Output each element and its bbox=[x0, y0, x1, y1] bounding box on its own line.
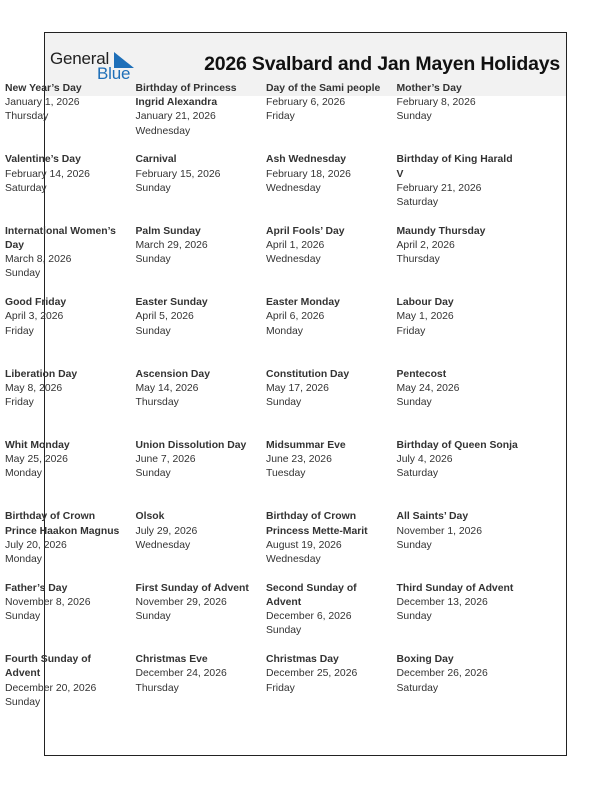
holiday-entry bbox=[266, 582, 397, 653]
holiday-name: Birthday of Crown Prince Haakon Magnus bbox=[5, 511, 120, 537]
holiday-date: July 20, 2026 bbox=[5, 539, 67, 551]
holiday-name: Ascension Day bbox=[135, 368, 210, 380]
holiday-entry bbox=[266, 153, 397, 224]
holiday-weekday: Friday bbox=[266, 111, 295, 123]
holiday-date: March 29, 2026 bbox=[135, 239, 208, 251]
holiday-entry bbox=[397, 153, 521, 224]
holiday-name: New Year’s Day bbox=[5, 83, 82, 94]
holiday-date: March 8, 2026 bbox=[5, 254, 72, 266]
holiday-weekday: Monday bbox=[5, 553, 42, 565]
holiday-entry bbox=[5, 82, 136, 153]
holiday-weekday: Sunday bbox=[266, 625, 302, 637]
holiday-date: December 20, 2026 bbox=[5, 682, 97, 694]
holiday-weekday: Wednesday bbox=[266, 553, 321, 565]
holiday-date: February 21, 2026 bbox=[396, 182, 482, 194]
holiday-date: May 14, 2026 bbox=[135, 382, 199, 394]
holiday-entry bbox=[136, 439, 267, 510]
holiday-weekday: Sunday bbox=[135, 325, 171, 337]
holiday-date: May 24, 2026 bbox=[396, 382, 460, 394]
holiday-entry bbox=[5, 439, 136, 510]
holiday-entry bbox=[136, 82, 267, 153]
holiday-date: January 21, 2026 bbox=[135, 111, 216, 123]
holiday-weekday: Monday bbox=[5, 468, 42, 480]
holiday-name: Labour Day bbox=[396, 297, 454, 309]
holiday-weekday: Sunday bbox=[135, 468, 171, 480]
holiday-weekday: Friday bbox=[266, 682, 295, 694]
holiday-date: August 19, 2026 bbox=[266, 539, 342, 551]
holiday-name: Father’s Day bbox=[5, 582, 68, 594]
holiday-name: Birthday of Crown Princess Mette-Marit bbox=[266, 511, 368, 537]
holiday-date: June 7, 2026 bbox=[135, 454, 196, 466]
holiday-date: May 17, 2026 bbox=[266, 382, 329, 394]
holiday-date: April 1, 2026 bbox=[266, 239, 325, 251]
holiday-date: May 25, 2026 bbox=[5, 454, 68, 466]
holiday-name: Midsummar Eve bbox=[266, 439, 346, 451]
holiday-weekday: Monday bbox=[266, 325, 303, 337]
holiday-entry bbox=[136, 368, 267, 439]
holiday-weekday: Sunday bbox=[5, 268, 41, 280]
holiday-weekday: Friday bbox=[396, 325, 426, 337]
holiday-weekday: Wednesday bbox=[266, 182, 321, 194]
holiday-entry bbox=[397, 510, 521, 581]
logo-word-blue: Blue bbox=[97, 64, 131, 83]
holiday-date: February 15, 2026 bbox=[135, 168, 221, 180]
holiday-entry bbox=[5, 225, 136, 296]
holiday-grid bbox=[5, 82, 520, 725]
holiday-weekday: Sunday bbox=[396, 396, 432, 408]
holiday-date: July 4, 2026 bbox=[396, 454, 453, 466]
holiday-entry bbox=[136, 153, 267, 224]
holiday-date: December 25, 2026 bbox=[266, 668, 358, 680]
holiday-date: December 13, 2026 bbox=[396, 596, 488, 608]
holiday-date: December 6, 2026 bbox=[266, 611, 352, 623]
holiday-name: Second Sunday of Advent bbox=[266, 582, 357, 608]
holiday-name: Maundy Thursday bbox=[396, 225, 486, 237]
generalblue-logo[interactable] bbox=[50, 49, 140, 85]
holiday-date: April 3, 2026 bbox=[5, 311, 64, 323]
holiday-name: Day of the Sami people bbox=[266, 83, 381, 94]
holiday-name: April Fools’ Day bbox=[266, 225, 345, 237]
holiday-date: July 29, 2026 bbox=[135, 525, 198, 537]
holiday-name: Easter Sunday bbox=[135, 297, 208, 309]
holiday-name: Easter Monday bbox=[266, 297, 340, 309]
holiday-date: May 8, 2026 bbox=[5, 382, 63, 394]
holiday-entry bbox=[266, 368, 397, 439]
holiday-entry bbox=[5, 296, 136, 367]
holiday-entry bbox=[5, 582, 136, 653]
holiday-entry bbox=[397, 225, 521, 296]
holiday-name: Christmas Day bbox=[266, 654, 339, 666]
holiday-entry bbox=[266, 225, 397, 296]
holiday-weekday: Wednesday bbox=[135, 539, 191, 551]
holiday-date: February 14, 2026 bbox=[5, 168, 90, 180]
holiday-entry bbox=[5, 153, 136, 224]
holiday-entry bbox=[136, 225, 267, 296]
holiday-weekday: Sunday bbox=[135, 254, 171, 266]
holiday-weekday: Sunday bbox=[396, 539, 432, 551]
holiday-entry bbox=[397, 653, 521, 724]
holiday-weekday: Thursday bbox=[135, 396, 179, 408]
holiday-weekday: Sunday bbox=[135, 611, 171, 623]
holiday-entry bbox=[397, 368, 521, 439]
holiday-date: February 18, 2026 bbox=[266, 168, 351, 180]
holiday-name: Olsok bbox=[135, 511, 165, 523]
holiday-entry bbox=[266, 510, 397, 581]
holiday-weekday: Sunday bbox=[266, 396, 302, 408]
holiday-entry bbox=[5, 653, 136, 724]
holiday-name: Union Dissolution Day bbox=[135, 439, 247, 451]
holiday-name: Whit Monday bbox=[5, 439, 70, 451]
holiday-weekday: Sunday bbox=[5, 611, 41, 623]
holiday-date: December 26, 2026 bbox=[396, 668, 488, 680]
holiday-weekday: Sunday bbox=[396, 111, 432, 123]
logo-word-general: General bbox=[50, 49, 110, 68]
holiday-weekday: Friday bbox=[5, 325, 34, 337]
holiday-weekday: Sunday bbox=[5, 696, 41, 708]
holiday-date: December 24, 2026 bbox=[135, 668, 227, 680]
holiday-name: Fourth Sunday of Advent bbox=[5, 654, 92, 680]
holiday-entry bbox=[266, 82, 397, 153]
holiday-name: Birthday of King Harald V bbox=[396, 154, 513, 180]
holiday-entry bbox=[136, 653, 267, 724]
holiday-name: All Saints’ Day bbox=[396, 511, 469, 523]
holiday-name: Carnival bbox=[135, 154, 177, 166]
holiday-date: February 8, 2026 bbox=[396, 97, 476, 109]
holiday-weekday: Saturday bbox=[396, 197, 439, 208]
holiday-entry bbox=[5, 510, 136, 581]
holiday-date: May 1, 2026 bbox=[396, 311, 454, 323]
holiday-date: February 6, 2026 bbox=[266, 97, 346, 109]
holiday-weekday: Saturday bbox=[5, 182, 47, 194]
holiday-name: Mother’s Day bbox=[396, 83, 462, 94]
holiday-entry bbox=[266, 439, 397, 510]
holiday-date: November 1, 2026 bbox=[396, 525, 482, 537]
holiday-date: November 8, 2026 bbox=[5, 596, 91, 608]
holiday-name: Birthday of Princess Ingrid Alexandra bbox=[135, 83, 237, 109]
holiday-weekday: Thursday bbox=[5, 111, 49, 123]
holiday-name: Valentine’s Day bbox=[5, 154, 81, 166]
holiday-name: Birthday of Queen Sonja bbox=[396, 439, 518, 451]
holiday-weekday: Wednesday bbox=[135, 125, 191, 137]
holiday-name: Third Sunday of Advent bbox=[396, 582, 514, 594]
holiday-name: Palm Sunday bbox=[135, 225, 201, 237]
holiday-weekday: Saturday bbox=[396, 468, 439, 480]
holiday-weekday: Friday bbox=[5, 396, 34, 408]
holiday-name: Constitution Day bbox=[266, 368, 350, 380]
holiday-entry bbox=[5, 368, 136, 439]
holiday-name: Liberation Day bbox=[5, 368, 78, 380]
holiday-entry bbox=[397, 439, 521, 510]
holiday-name: Pentecost bbox=[396, 368, 447, 380]
page-title: 2026 Svalbard and Jan Mayen Holidays bbox=[204, 53, 560, 75]
holiday-name: Good Friday bbox=[5, 297, 67, 309]
holiday-date: January 1, 2026 bbox=[5, 97, 80, 109]
holiday-name: Boxing Day bbox=[396, 654, 454, 666]
holiday-weekday: Thursday bbox=[396, 254, 440, 266]
holiday-weekday: Thursday bbox=[135, 682, 179, 694]
holiday-weekday: Tuesday bbox=[266, 468, 306, 480]
holiday-entry bbox=[397, 582, 521, 653]
holiday-entry bbox=[136, 510, 267, 581]
holiday-date: June 23, 2026 bbox=[266, 454, 332, 466]
holiday-name: Ash Wednesday bbox=[266, 154, 347, 166]
holiday-name: Christmas Eve bbox=[135, 654, 208, 666]
holiday-weekday: Sunday bbox=[396, 611, 432, 623]
holiday-entry bbox=[136, 582, 267, 653]
holiday-entry bbox=[397, 296, 521, 367]
holiday-date: April 6, 2026 bbox=[266, 311, 325, 323]
holiday-date: April 2, 2026 bbox=[396, 239, 455, 251]
holiday-name: International Women’s Day bbox=[5, 225, 116, 251]
holiday-entry bbox=[397, 82, 521, 153]
holiday-entry bbox=[266, 296, 397, 367]
holiday-date: November 29, 2026 bbox=[135, 596, 227, 608]
holiday-name: First Sunday of Advent bbox=[135, 582, 249, 594]
holiday-weekday: Wednesday bbox=[266, 254, 321, 266]
holiday-weekday: Sunday bbox=[135, 182, 171, 194]
holiday-weekday: Saturday bbox=[396, 682, 439, 694]
holiday-date: April 5, 2026 bbox=[135, 311, 194, 323]
holiday-entry bbox=[266, 653, 397, 724]
holiday-entry bbox=[136, 296, 267, 367]
